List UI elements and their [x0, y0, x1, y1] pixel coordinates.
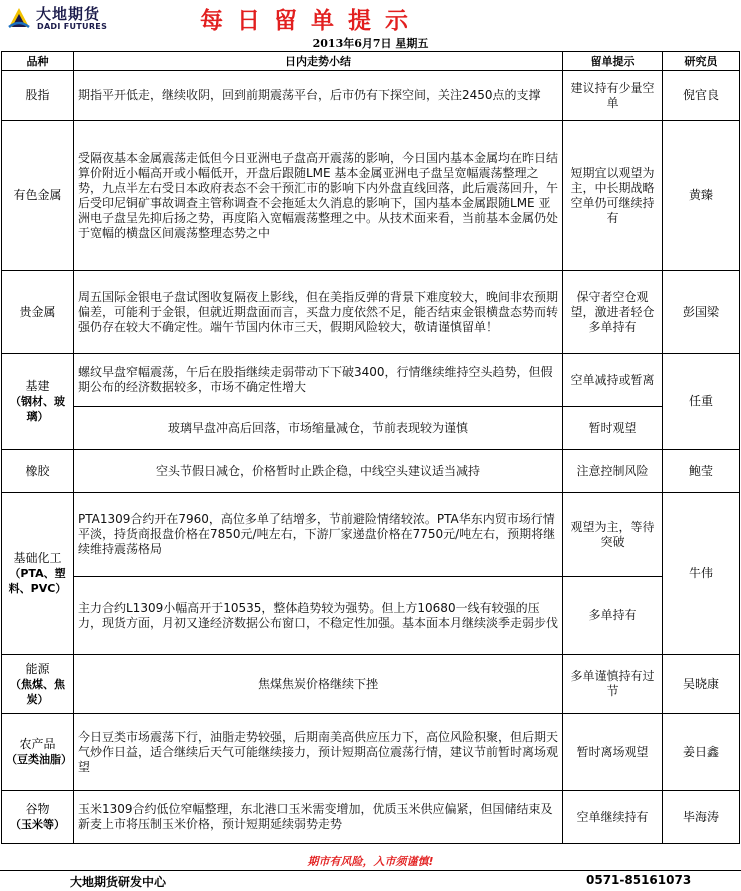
summary-cell: 空头节假日减仓，价格暂时止跌企稳，中线空头建议适当减持 — [74, 450, 563, 493]
summary-cell: 周五国际金银电子盘试图收复隔夜上影线，但在美指反弹的背景下难度较大，晚间非农预期偏差，可能利于金银，但就近期盘面而言，买盘力度依然不足，能否结束金银横盘态势而转强仍存在较大不确定性。端午节国内休市三天，假期风险较大，敬请谨慎留单！ — [74, 271, 563, 354]
research-center-name: 大地期货研发中心 — [70, 875, 167, 889]
hint-cell: 多单持有 — [563, 577, 663, 655]
table-row — [2, 407, 740, 450]
analyst-cell: 毕海涛 — [663, 791, 740, 844]
table-row — [2, 271, 740, 354]
company-logo — [4, 3, 120, 33]
dadi-logo-icon — [6, 5, 32, 31]
category-cell — [2, 493, 74, 655]
category-cell — [2, 714, 74, 791]
category-sub: （钢材、玻璃） — [10, 395, 65, 423]
table-row — [2, 791, 740, 844]
category-cell: 有色金属 — [2, 121, 74, 271]
hint-cell: 暂时观望 — [563, 407, 663, 450]
analyst-cell: 姜日鑫 — [663, 714, 740, 791]
category-cell: 橡胶 — [2, 450, 74, 493]
analyst-cell: 任重 — [663, 354, 740, 450]
summary-cell: 玻璃早盘冲高后回落，市场缩量减仓，节前表现较为谨慎 — [74, 407, 563, 450]
table-row — [2, 714, 740, 791]
hint-cell: 空单减持或暂离 — [563, 354, 663, 407]
hint-cell: 观望为主，等待突破 — [563, 493, 663, 577]
table-row — [2, 577, 740, 655]
analyst-cell: 黄臻 — [663, 121, 740, 271]
table-row — [2, 450, 740, 493]
category-cell: 股指 — [2, 71, 74, 121]
summary-cell: 主力合约L1309小幅高开于10535，整体趋势较为强势。但上方10680一线有较强的压力，现货方面，月初又逢经济数据公布窗口，不稳定性加强。基本面本月继续淡季走弱步伐 — [74, 577, 563, 655]
hint-cell: 多单谨慎持有过节 — [563, 655, 663, 714]
category-cell — [2, 791, 74, 844]
logo-en-text: DADI FUTURES — [37, 22, 108, 31]
footer — [0, 870, 741, 891]
category-name: 基建 — [25, 379, 50, 393]
category-cell: 贵金属 — [2, 271, 74, 354]
table-row — [2, 493, 740, 577]
table-row — [2, 71, 740, 121]
report-date: 2013年6月7日 星期五 — [312, 37, 429, 50]
column-header-analyst: 研究员 — [663, 52, 740, 71]
summary-cell: 今日豆类市场震荡下行，油脂走势较强，后期南美高供应压力下，高位风险积聚，但后期天气炒作日益，适合继续后天气可能继续接力，预计短期高位震荡行情，建议节前暂时离场观望 — [74, 714, 563, 791]
hint-cell: 短期宜以观望为主，中长期战略空单仍可继续持有 — [563, 121, 663, 271]
logo-cn-text: 大地期货 — [36, 5, 101, 23]
analyst-cell: 牛伟 — [663, 493, 740, 655]
analyst-cell: 倪官良 — [663, 71, 740, 121]
hint-cell: 暂时离场观望 — [563, 714, 663, 791]
category-sub: （玉米等） — [10, 818, 65, 831]
page-title: 每日留单提示 — [200, 8, 422, 34]
column-header-category: 品种 — [2, 52, 74, 71]
analyst-cell: 彭国梁 — [663, 271, 740, 354]
analyst-cell: 鲍莹 — [663, 450, 740, 493]
notice-table — [1, 51, 740, 844]
risk-warning: 期市有风险，入市须谨慎! — [307, 855, 434, 868]
table-row — [2, 121, 740, 271]
hint-cell: 建议持有少量空单 — [563, 71, 663, 121]
category-sub: （豆类油脂） — [6, 753, 72, 766]
category-name: 基础化工 — [13, 551, 62, 565]
summary-cell: 螺纹早盘窄幅震荡，午后在股指继续走弱带动下下破3400，行情继续维持空头趋势，但假期公布的经济数据较多，市场不确定性增大 — [74, 354, 563, 407]
summary-cell: PTA1309合约开在7960，高位多单了结增多，节前避险情绪较浓。PTA华东内贸市场行情平淡，持货商报盘价格在7850元/吨左右，下游厂家递盘价格在7750元/吨左右，预期将继续维持震荡格局 — [74, 493, 563, 577]
hint-cell: 空单继续持有 — [563, 791, 663, 844]
analyst-cell: 吴晓康 — [663, 655, 740, 714]
category-name: 农产品 — [19, 737, 56, 751]
table-row — [2, 354, 740, 407]
table-header-row — [2, 52, 740, 71]
contact-phone: 0571-85161073 — [586, 873, 692, 887]
category-name: 谷物 — [25, 802, 50, 816]
category-cell — [2, 354, 74, 450]
summary-cell: 玉米1309合约低位窄幅整理，东北港口玉米需变增加，优质玉米供应偏紧，但国储结束及新麦上市将压制玉米价格，预计短期延续弱势走势 — [74, 791, 563, 844]
summary-cell: 受隔夜基本金属震荡走低但今日亚洲电子盘高开震荡的影响，今日国内基本金属均在昨日结算价附近小幅高开或小幅低开，开盘后跟随LME 基本金属亚洲电子盘呈宽幅震荡整理之势，九点半左右受日本政府表态不会干预汇市的影响下内外盘直线回落，此后震荡回升，午后受印尼铜矿事故调查主管称调查不会拖延太久消息的影响下，国内基本金属跟随LME 亚洲电子盘呈先抑后扬之势，再度陷入宽幅震荡整理之中。从技术面来看，当前基本金属仍处于宽幅的横盘区间震荡整理态势之中 — [74, 121, 563, 271]
category-sub: （PTA、塑料、PVC） — [8, 567, 67, 595]
summary-cell: 期指平开低走，继续收阴，回到前期震荡平台，后市仍有下探空间，关注2450点的支撑 — [74, 71, 563, 121]
summary-cell: 焦煤焦炭价格继续下挫 — [74, 655, 563, 714]
category-cell — [2, 655, 74, 714]
category-name: 能源 — [25, 661, 50, 676]
header — [0, 0, 741, 34]
hint-cell: 保守者空仓观望，激进者轻仓多单持有 — [563, 271, 663, 354]
column-header-hint: 留单提示 — [563, 52, 663, 71]
hint-cell: 注意控制风险 — [563, 450, 663, 493]
category-sub: （焦煤、焦炭） — [10, 677, 65, 706]
table-row — [2, 655, 740, 714]
column-header-summary: 日内走势小结 — [74, 52, 563, 71]
